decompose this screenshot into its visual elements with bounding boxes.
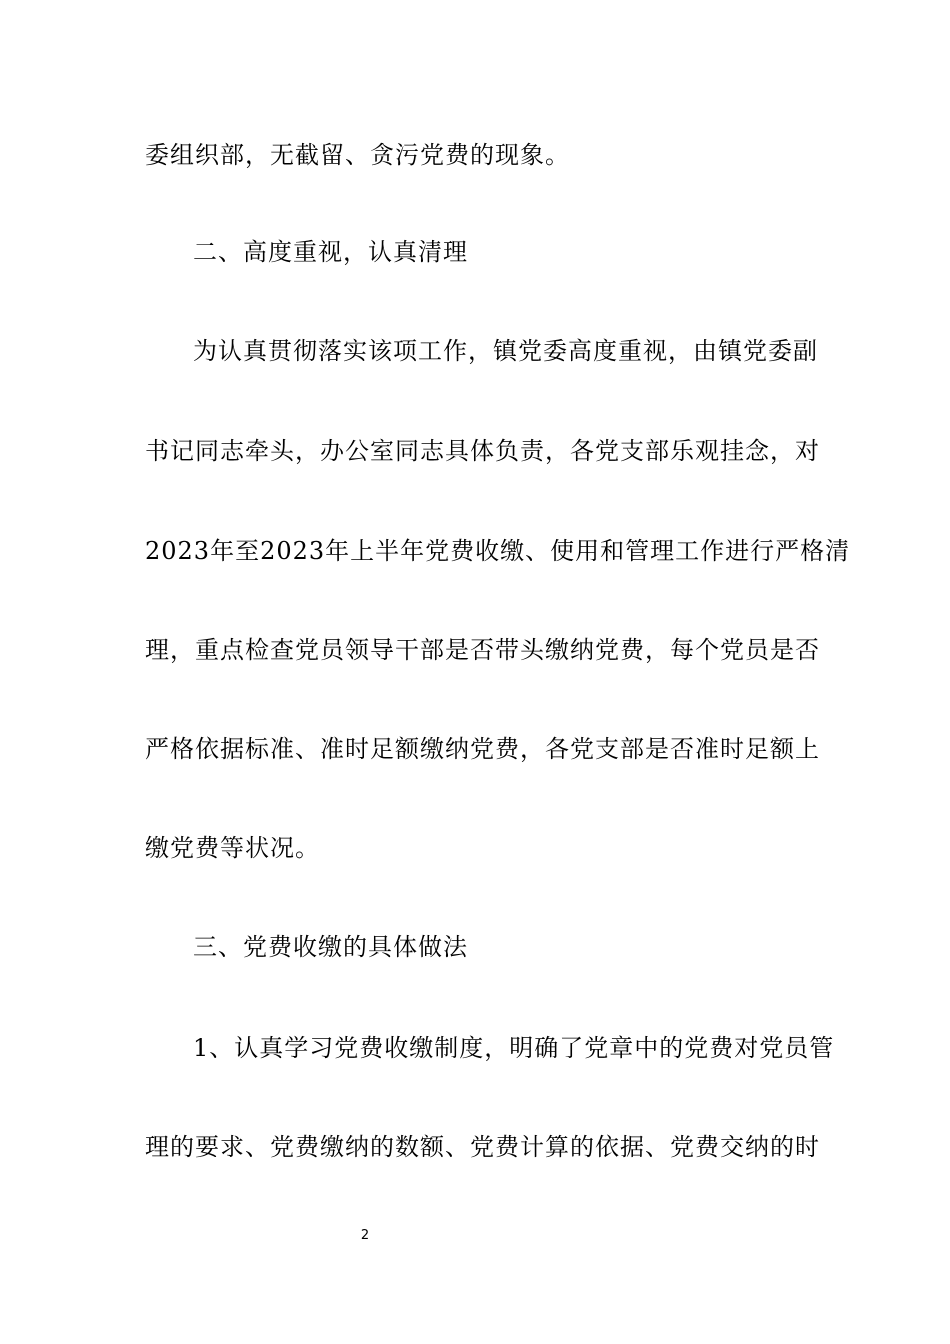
text-line-8: 缴党费等状况。 — [145, 834, 320, 862]
text-line-4: 书记同志牵头，办公室同志具体负责，各党支部乐观挂念，对 — [145, 437, 820, 465]
text-line-5: 2023年至2023年上半年党费收缴、使用和管理工作进行严格清 — [145, 537, 851, 565]
text-line-7: 严格依据标准、准时足额缴纳党费，各党支部是否准时足额上 — [145, 735, 820, 763]
text-line-11: 理的要求、党费缴纳的数额、党费计算的依据、党费交纳的时 — [145, 1133, 820, 1161]
section-heading-3: 三、党费收缴的具体做法 — [193, 933, 468, 961]
text-line-6: 理，重点检查党员领导干部是否带头缴纳党费，每个党员是否 — [145, 636, 820, 664]
text-line-1: 委组织部，无截留、贪污党费的现象。 — [145, 141, 570, 169]
section-heading-2: 二、高度重视，认真清理 — [193, 238, 468, 266]
text-line-3: 为认真贯彻落实该项工作，镇党委高度重视，由镇党委副 — [193, 337, 818, 365]
page-number: 2 — [360, 1228, 370, 1243]
text-line-10: 1、认真学习党费收缴制度，明确了党章中的党费对党员管 — [193, 1034, 835, 1062]
